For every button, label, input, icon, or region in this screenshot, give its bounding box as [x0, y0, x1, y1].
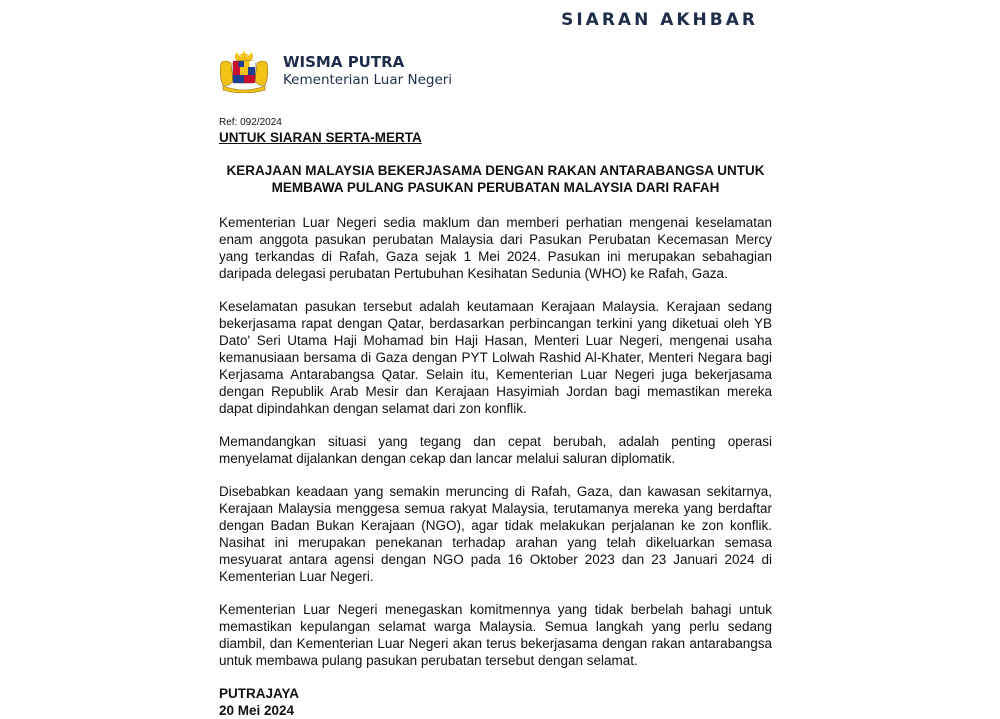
- reference-number: Ref: 092/2024: [219, 117, 282, 128]
- coat-of-arms-icon: [217, 49, 271, 93]
- headline-line-2: MEMBAWA PULANG PASUKAN PERUBATAN MALAYSIA DARI RAFAH: [271, 180, 720, 195]
- press-release-label: SIARAN AKHBAR: [561, 10, 758, 30]
- press-release-document: [219, 116, 772, 719]
- release-instruction: UNTUK SIARAN SERTA-MERTA: [219, 130, 422, 145]
- dateline-place: PUTRAJAYA: [219, 686, 300, 701]
- paragraph-1: Kementerian Luar Negeri sedia maklum dan memberi perhatian mengenai keselamatan enam anggota pasukan perubatan Malaysia dari Pasukan Perubatan Kecemasan Mercy yang terkandas di Rafah, Gaza sejak 1 Mei 2024. Pasukan ini merupakan sebahagian daripada delegasi perubatan Pertubuhan Kesihatan Sedunia (WHO) ke Rafah, Gaza.: [219, 215, 772, 281]
- headline-line-1: KERAJAAN MALAYSIA BEKERJASAMA DENGAN RAKAN ANTARABANGSA UNTUK: [226, 163, 765, 178]
- paragraph-4: Disebabkan keadaan yang semakin meruncing di Rafah, Gaza, dan kawasan sekitarnya, Kerajaan Malaysia menggesa semua rakyat Malaysia, terutamanya mereka yang berdaftar dengan Badan Bukan Kerajaan (NGO), agar tidak melakukan perjalanan ke zon konflik. Nasihat ini merupakan penekanan terhadap arahan yang telah dikeluarkan semasa mesyuarat antara agensi dengan NGO pada 16 Oktober 2023 dan 23 Januari 2024 di Kementerian Luar Negeri.: [219, 484, 772, 584]
- org-name: WISMA PUTRA: [283, 53, 405, 71]
- headline: [219, 162, 772, 196]
- dateline-date: 20 Mei 2024: [219, 703, 295, 718]
- paragraph-3: Memandangkan situasi yang tegang dan cepat berubah, adalah penting operasi menyelamat dijalankan dengan cekap dan lancar melalui saluran diplomatik.: [219, 434, 772, 466]
- ministry-logo-block: [217, 49, 452, 93]
- body-text: [219, 214, 772, 669]
- org-subtitle: Kementerian Luar Negeri: [283, 72, 453, 88]
- paragraph-2: Keselamatan pasukan tersebut adalah keutamaan Kerajaan Malaysia. Kerajaan sedang bekerjasama rapat dengan Qatar, berdasarkan perbincangan terkini yang diketuai oleh YB Dato' Seri Utama Haji Mohamad bin Haji Hasan, Menteri Luar Negeri, mengenai usaha kemanusiaan bersama di Gaza dengan PYT Lolwah Rashid Al-Khater, Menteri Negara bagi Kerjasama Antarabangsa Qatar. Selain itu, Kementerian Luar Negeri juga bekerjasama dengan Republik Arab Mesir dan Kerajaan Hasyimiah Jordan bagi memastikan mereka dapat dipindahkan dengan selamat dari zon konflik.: [219, 299, 772, 416]
- paragraph-5: Kementerian Luar Negeri menegaskan komitmennya yang tidak berbelah bahagi untuk memastikan kepulangan selamat warga Malaysia. Semua langkah yang perlu sedang diambil, dan Kementerian Luar Negeri akan terus bekerjasama dengan rakan antarabangsa untuk membawa pulang pasukan perubatan tersebut dengan selamat.: [219, 602, 772, 668]
